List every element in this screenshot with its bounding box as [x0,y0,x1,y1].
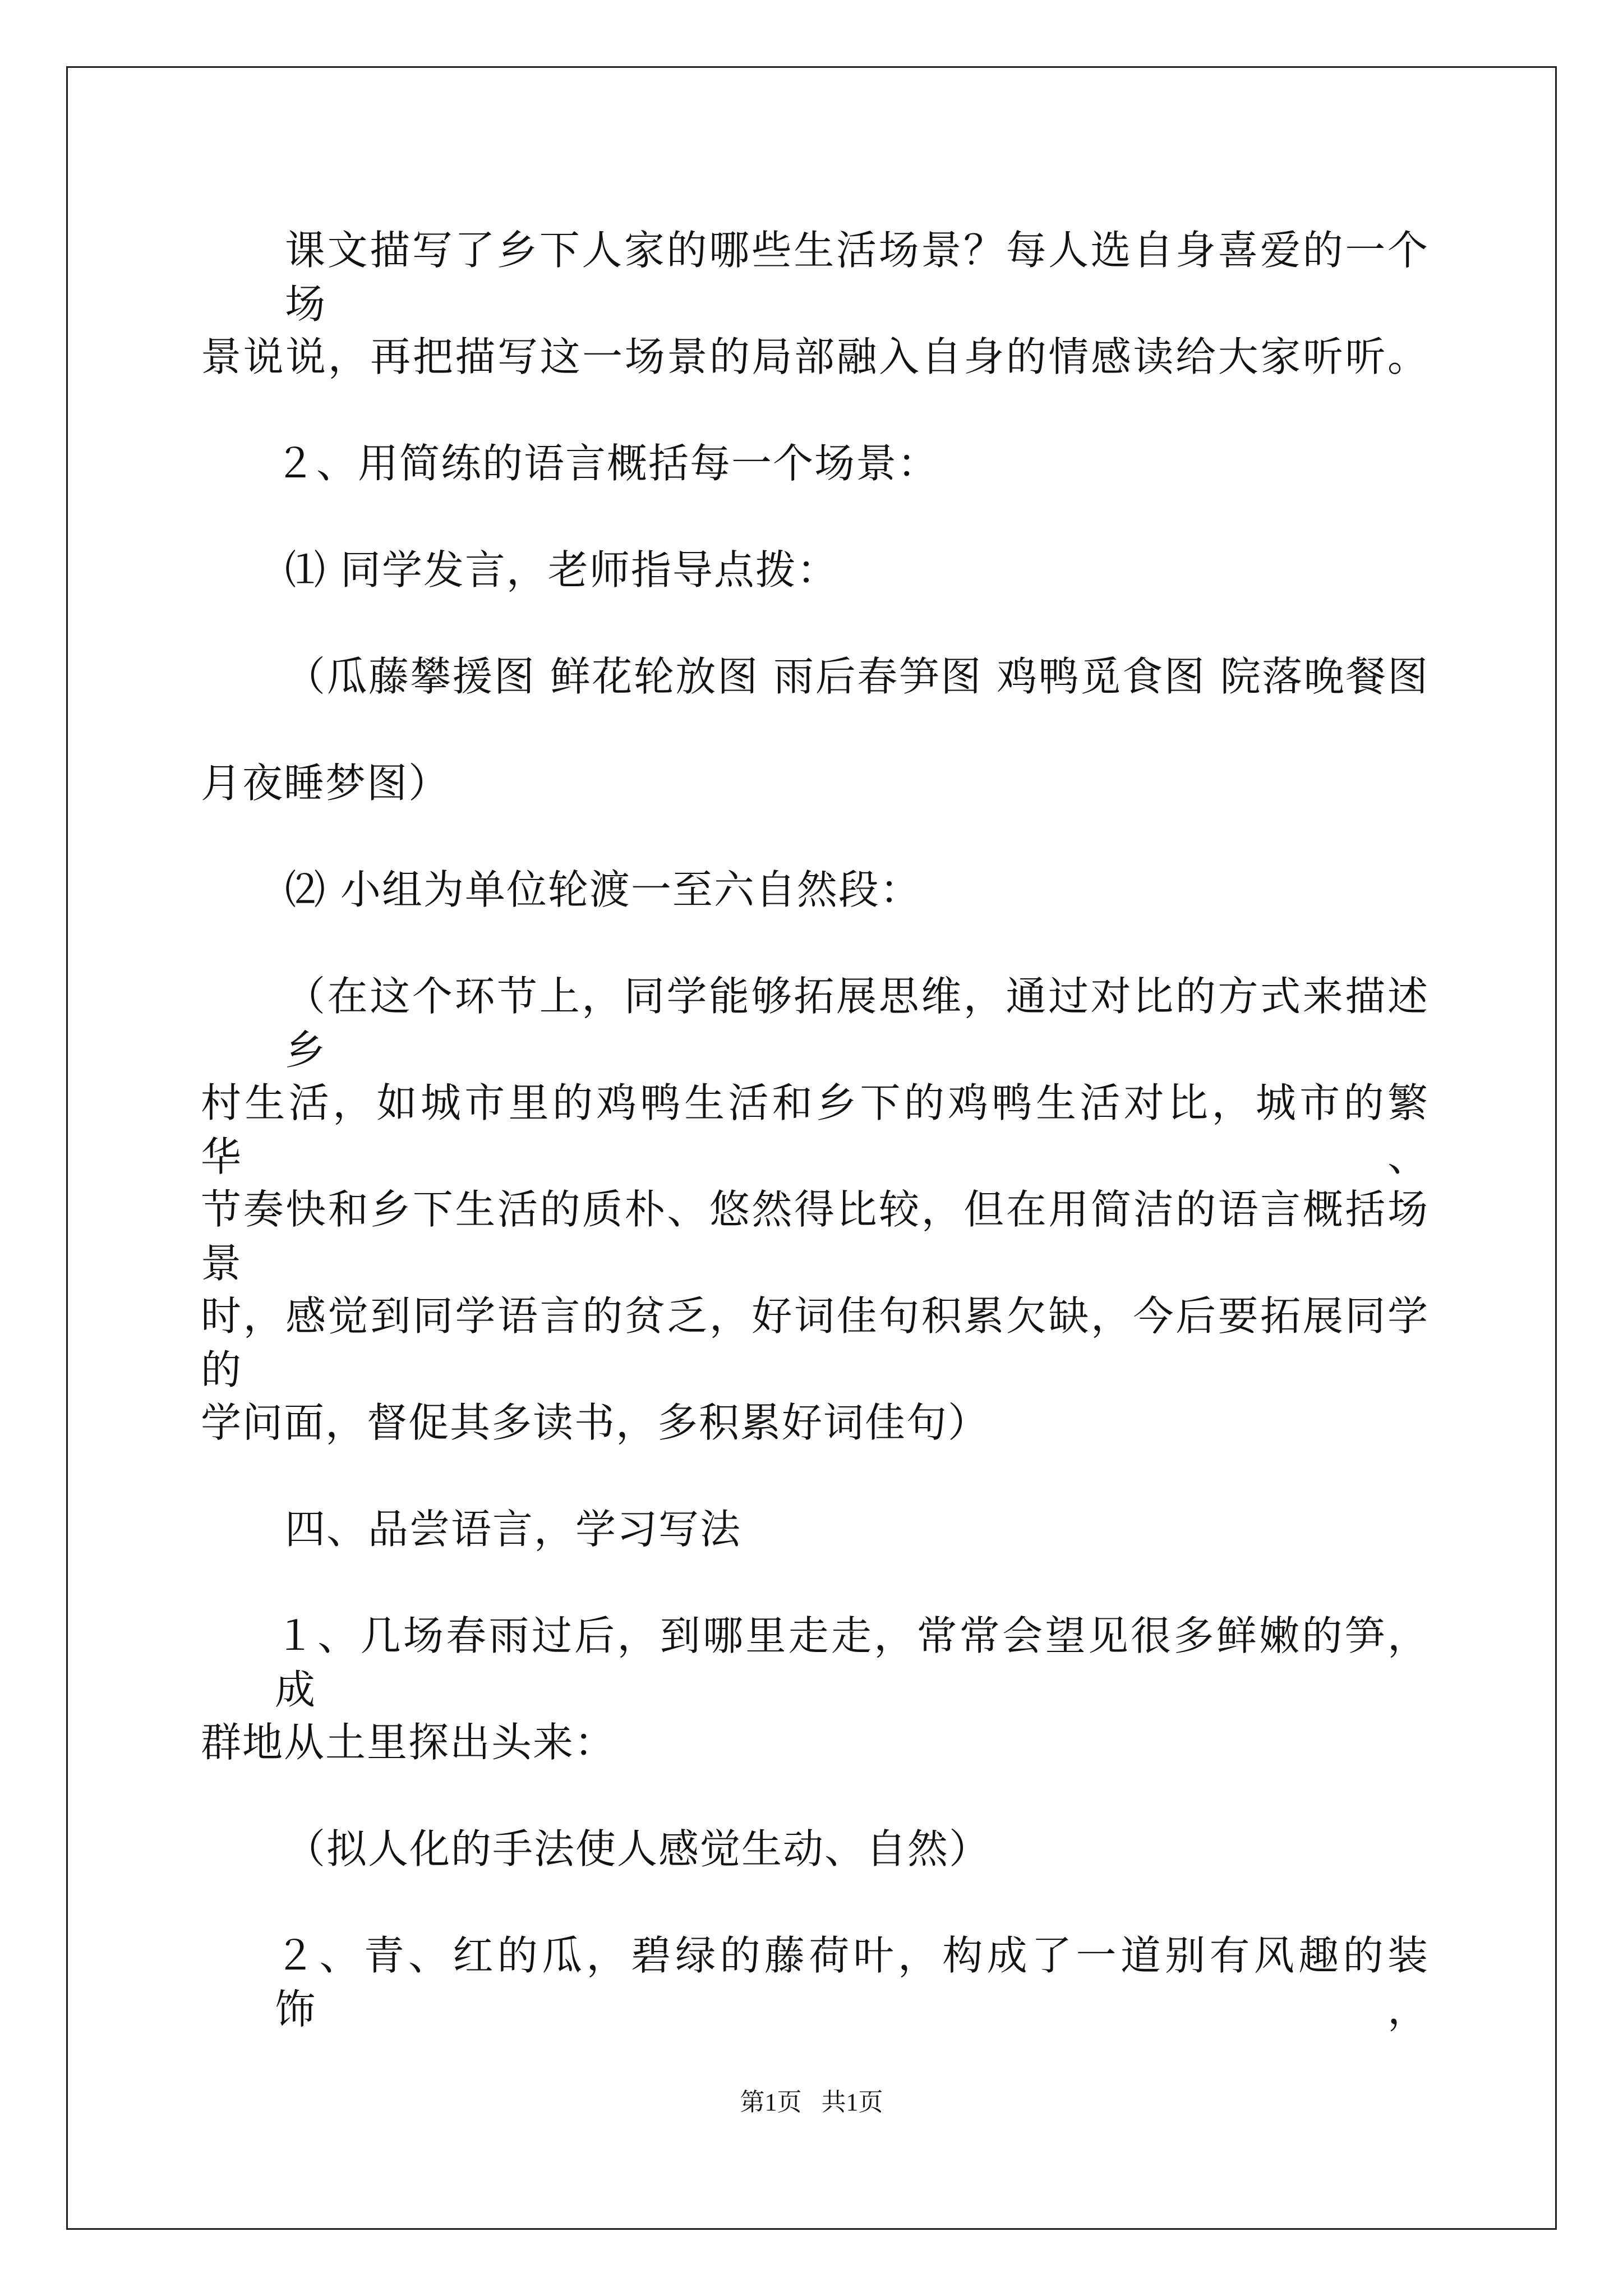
text-line-8: （在这个环节上，同学能够拓展思维，通过对比的方式来描述乡 [285,973,1429,1074]
page-total: 共1页 [821,2088,883,2116]
text-line-14: １、几场春雨过后，到哪里走走，常常会望见很多鲜嫩的笋，成 [275,1612,1429,1713]
text-line-12: 学问面，督促其多读书，多积累好词佳句） [201,1399,990,1446]
text-line-17: ２、青、红的瓜，碧绿的藤荷叶，构成了一道别有风趣的装饰， [275,1932,1429,2033]
section-heading: 四、品尝语言，学习写法 [285,1506,742,1553]
text-line-3: ２、用简练的语言概括每一个场景： [275,440,939,487]
text-line-10: 节奏快和乡下生活的质朴、悠然得比较，但在用简洁的语言概括场景 [201,1186,1429,1287]
text-line-15: 群地从土里探出头来： [201,1719,616,1766]
page-number: 第1页 [740,2088,802,2116]
text-line-4: ⑴ 同学发言，老师指导点拨： [285,546,838,593]
page-footer [0,2086,1623,2119]
text-line-5: （瓜藤攀援图 鲜花轮放图 雨后春笋图 鸡鸭觅食图 院落晚餐图 [285,653,1429,700]
text-line-2: 景说说，再把描写这一场景的局部融入自身的情感读给大家听听。 [201,333,1429,380]
text-line-11: 时，感觉到同学语言的贫乏，好词佳句积累欠缺，今后要拓展同学的 [201,1292,1429,1393]
text-line-7: ⑵ 小组为单位轮渡一至六自然段： [285,866,921,913]
text-line-6: 月夜睡梦图） [201,760,450,807]
text-line-9: 村生活，如城市里的鸡鸭生活和乡下的鸡鸭生活对比，城市的繁华、 [201,1079,1429,1180]
text-line-1: 课文描写了乡下人家的哪些生活场景？每人选自身喜爱的一个场 [285,227,1429,328]
text-line-16: （拟人化的手法使人感觉生动、自然） [285,1825,991,1872]
